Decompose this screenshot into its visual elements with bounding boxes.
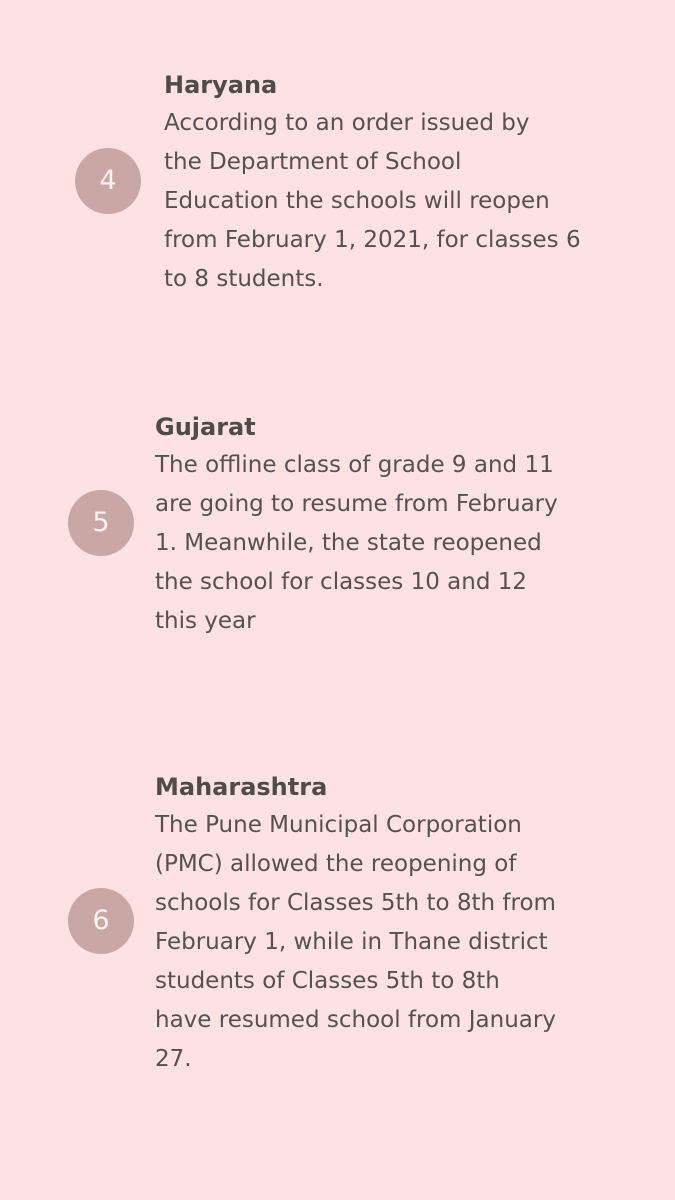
item-description: The offline class of grade 9 and 11 are going to resume from February 1. Meanwhile, the state reopened the school for classes 10 and 12 this year <box>155 452 558 634</box>
item-title: Haryana <box>164 71 278 99</box>
item-content <box>155 768 665 1079</box>
item-description: The Pune Municipal Corporation (PMC) allowed the reopening of schools for Classes 5th to 8th from February 1, while in Thane district students of Classes 5th to 8th have resumed school from January 27. <box>155 812 556 1072</box>
number-badge: 4 <box>75 148 141 214</box>
item-description: According to an order issued by the Department of School Education the schools will reopen from February 1, 2021, for classes 6 to 8 students. <box>164 110 581 292</box>
item-content <box>164 66 664 299</box>
number-badge: 6 <box>68 888 134 954</box>
item-title: Gujarat <box>155 413 256 441</box>
item-title: Maharashtra <box>155 773 328 801</box>
number-badge: 5 <box>68 490 134 556</box>
item-content <box>155 408 665 641</box>
